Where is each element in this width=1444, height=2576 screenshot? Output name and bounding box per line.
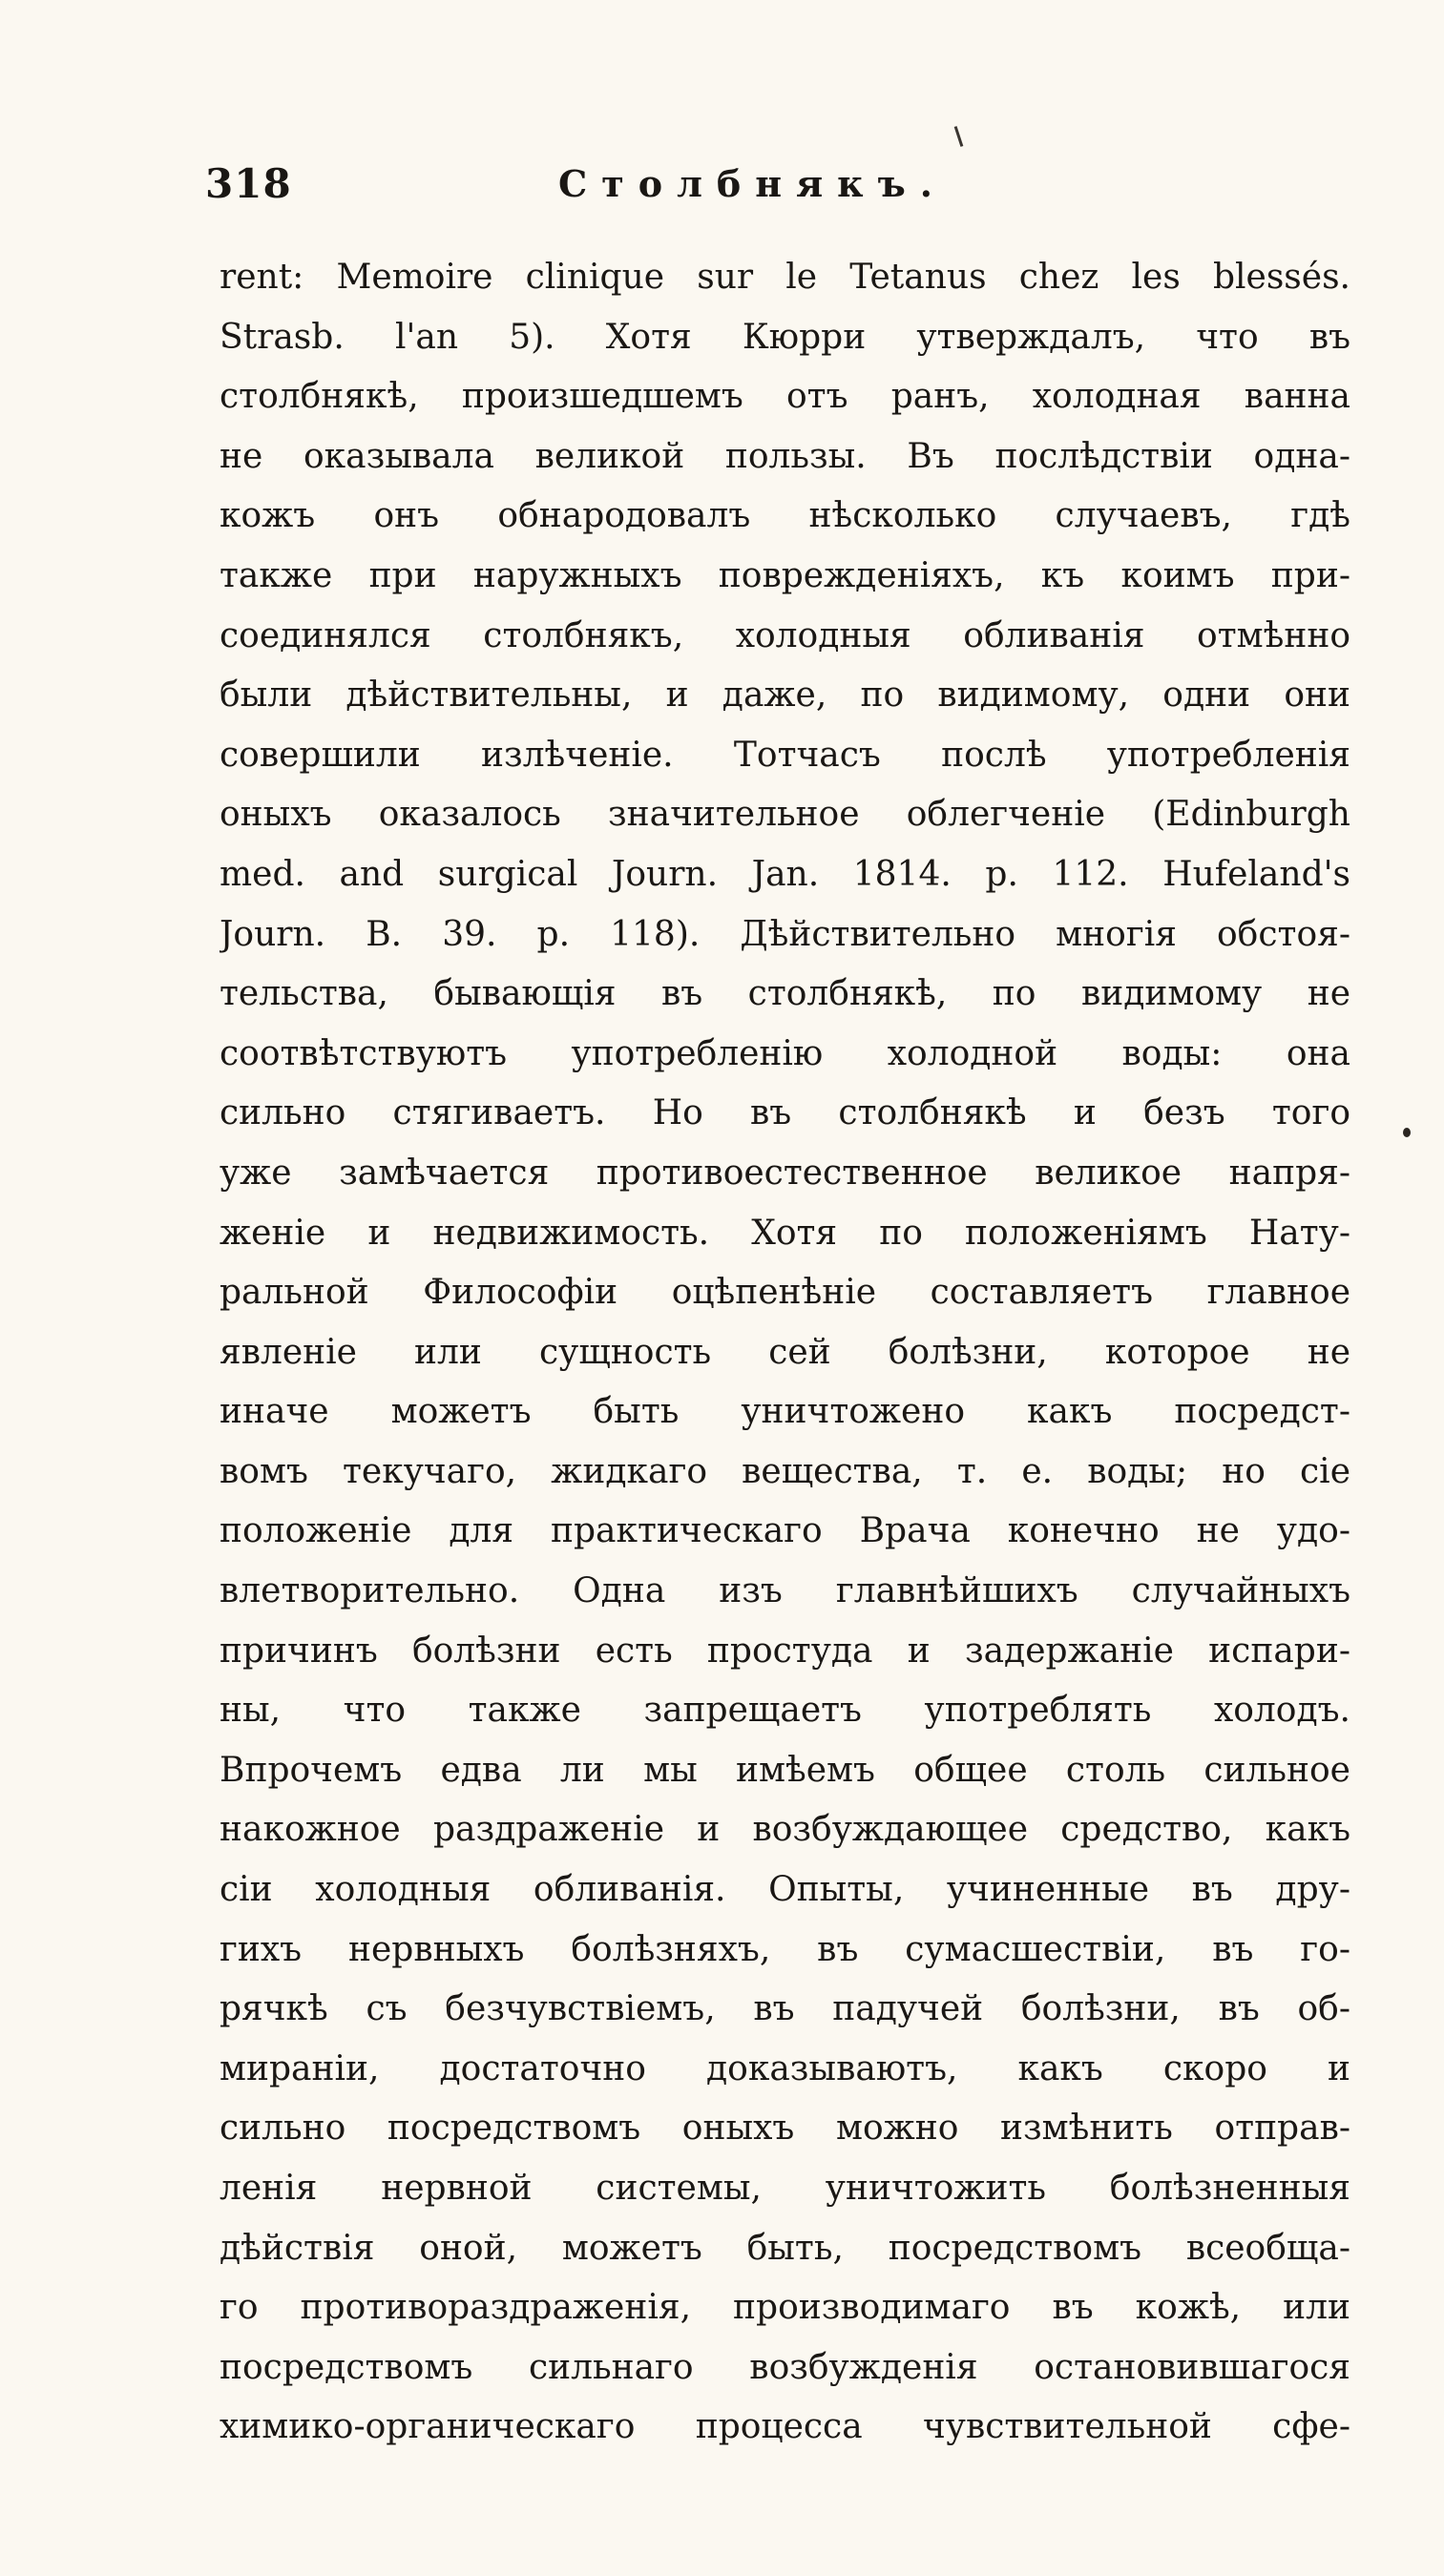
text-line: явленіе или сущность сей болѣзни, которое не [220,1332,1350,1372]
text-line: rent: Memoire clinique sur le Tetanus chez les blessés. [220,258,1350,297]
ink-dot [1403,1128,1411,1137]
text-line: химико-органическаго процесса чувствительной сфе- [220,2407,1350,2447]
text-line: иначе можетъ быть уничтожено какъ посредст- [220,1392,1350,1432]
text-line: сіи холодныя обливанія. Опыты, учиненные въ дру- [220,1870,1350,1910]
text-line: также при наружныхъ поврежденіяхъ, къ коимъ при- [220,555,1350,595]
text-line: соединялся столбнякъ, холодныя обливанія отмѣнно [220,615,1350,655]
page-number: 318 [205,160,292,207]
text-line: не оказывала великой пользы. Въ послѣдствіи одна- [220,436,1350,476]
text-line: Впрочемъ едва ли мы имѣемъ общее столь сильное [220,1750,1350,1790]
text-line: Journ. B. 39. p. 118). Дѣйствительно многія обстоя- [220,914,1350,954]
text-line: влетворительно. Одна изъ главнѣйшихъ случайныхъ [220,1571,1350,1611]
text-line: были дѣйствительны, и даже, по видимому, одни они [220,675,1350,716]
text-line: гихъ нервныхъ болѣзняхъ, въ сумасшествіи, въ го- [220,1929,1350,1969]
text-line: посредствомъ сильнаго возбужденія остановившагося [220,2347,1350,2387]
text-line: Strasb. l'an 5). Хотя Кюрри утверждалъ, что въ [220,317,1350,357]
text-line: положеніе для практическаго Врача конечно не удо- [220,1511,1350,1551]
text-line: med. and surgical Journ. Jan. 1814. p. 112. Hufeland's [220,854,1350,894]
text-line: уже замѣчается противоестественное великое напря- [220,1153,1350,1193]
text-line: ны, что также запрещаетъ употреблять холодъ. [220,1691,1350,1731]
text-line: мираніи, достаточно доказываютъ, какъ скоро и [220,2048,1350,2088]
text-line: сильно стягиваетъ. Но въ столбнякѣ и безъ того [220,1093,1350,1133]
text-line: женіе и недвижимость. Хотя по положеніямъ Нату- [220,1213,1350,1253]
text-line: ральной Философіи оцѣпенѣніе составляетъ главное [220,1273,1350,1313]
text-line: дѣйствія оной, можетъ быть, посредствомъ всеобща- [220,2228,1350,2268]
ink-mark [954,126,964,147]
text-line: сильно посредствомъ оныхъ можно измѣнить отправ- [220,2109,1350,2149]
text-line: причинъ болѣзни есть простуда и задержаніе испари- [220,1631,1350,1671]
text-line: кожъ онъ обнародовалъ нѣсколько случаевъ, гдѣ [220,496,1350,536]
text-line: ленія нервной системы, уничтожить болѣзненныя [220,2169,1350,2208]
text-line: накожное раздраженіе и возбуждающее средство, какъ [220,1810,1350,1850]
text-line: столбнякѣ, произшедшемъ отъ ранъ, холодная ванна [220,377,1350,417]
body-text [220,248,1350,2458]
text-line: тельства, бывающія въ столбнякѣ, по видимому не [220,974,1350,1014]
text-line: оныхъ оказалось значительное облегченіе (Edinburgh [220,795,1350,835]
text-line: соотвѣтствуютъ употребленію холодной воды: она [220,1033,1350,1073]
text-line: рячкѣ съ безчувствіемъ, въ падучей болѣзни, въ об- [220,1989,1350,2029]
running-head: Столбнякъ. [558,162,947,205]
text-line: го противораздраженія, производимаго въ кожѣ, или [220,2288,1350,2328]
page-header [205,160,1350,218]
text-line: совершили излѣченіе. Тотчасъ послѣ употребленія [220,735,1350,775]
text-line: вомъ текучаго, жидкаго вещества, т. е. воды; но сіе [220,1451,1350,1491]
